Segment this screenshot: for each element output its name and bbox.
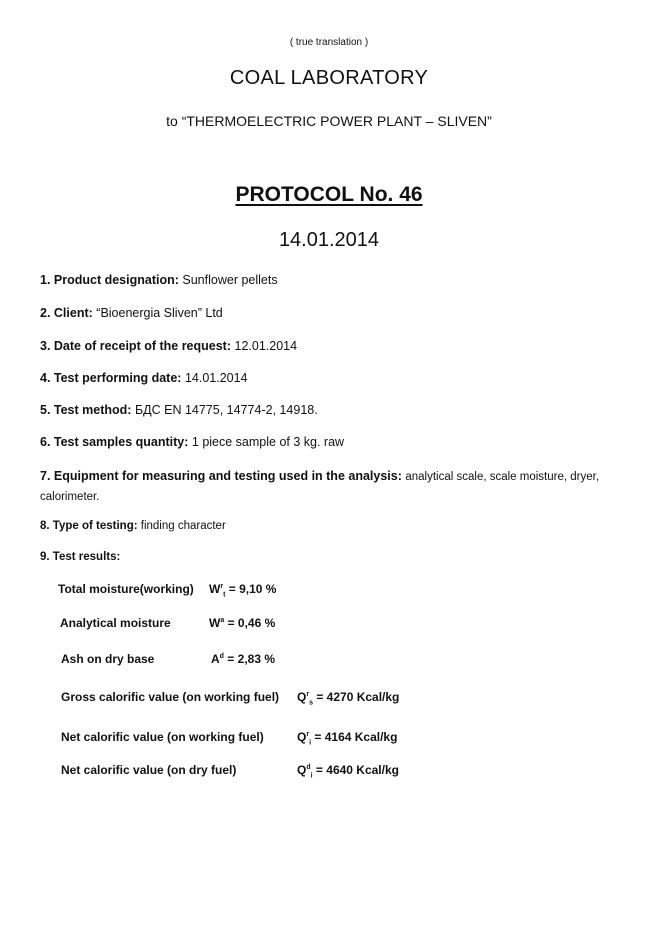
item-receipt-date bbox=[40, 339, 297, 353]
item-equipment bbox=[40, 467, 620, 507]
result-name: Analytical moisture bbox=[60, 616, 171, 630]
item-label: 5. Test method: bbox=[40, 403, 132, 417]
translation-note: ( true translation ) bbox=[289, 37, 369, 48]
item-label: 8. Type of testing: bbox=[40, 520, 138, 532]
item-value: 12.01.2014 bbox=[234, 339, 298, 353]
result-name: Net calorific value (on dry fuel) bbox=[61, 763, 237, 777]
item-samples-quantity bbox=[40, 435, 344, 449]
item-test-method bbox=[40, 403, 318, 417]
item-value: finding character bbox=[140, 520, 226, 532]
result-name: Net calorific value (on working fuel) bbox=[61, 730, 264, 744]
result-value: $A^d = 2,83$ % bbox=[211, 652, 275, 666]
item-value: БДС EN 14775, 14774-2, 14918. bbox=[134, 403, 318, 417]
result-value: $Q^r_i = 4164$ Kcal/kg bbox=[297, 730, 398, 747]
result-name: Gross calorific value (on working fuel) bbox=[61, 690, 280, 704]
protocol-title bbox=[0, 183, 658, 207]
result-name: Total moisture(working) bbox=[58, 582, 194, 596]
laboratory-title: COAL LABORATORY bbox=[229, 67, 429, 89]
item-label: 1. Product designation: bbox=[40, 273, 179, 287]
result-value: $Q^d_i = 4640$ Kcal/kg bbox=[297, 763, 399, 780]
item-testing-type bbox=[40, 520, 226, 532]
recipient-line: to “THERMOELECTRIC POWER PLANT – SLIVEN” bbox=[166, 113, 492, 129]
item-value: 1 piece sample of 3 kg. raw bbox=[191, 435, 345, 449]
result-name: Ash on dry base bbox=[61, 652, 155, 666]
item-label: 2. Client: bbox=[40, 306, 93, 320]
item-label: 3. Date of receipt of the request: bbox=[40, 339, 232, 353]
item-label: 7. Equipment for measuring and testing used in the analysis: bbox=[40, 469, 402, 483]
protocol-date: 14.01.2014 bbox=[278, 229, 380, 251]
result-value: $W^a = 0,46$ % bbox=[209, 616, 276, 630]
result-value: $Q^r_s = 4270$ Kcal/kg bbox=[297, 690, 400, 707]
item-value: analytical scale, scale moisture, dryer, calorimeter. bbox=[40, 471, 600, 503]
item-label: 4. Test performing date: bbox=[40, 371, 182, 385]
result-value: $W^r_t = 9,10$ % bbox=[209, 582, 277, 599]
item-label: 6. Test samples quantity: bbox=[40, 435, 189, 449]
protocol-number: PROTOCOL No. 46 bbox=[235, 183, 423, 206]
item-test-results bbox=[40, 551, 120, 563]
item-value: “Bioenergia Sliven” Ltd bbox=[96, 306, 223, 320]
item-label: 9. Test results: bbox=[40, 551, 121, 563]
item-value: 14.01.2014 bbox=[184, 371, 248, 385]
item-test-date bbox=[40, 371, 248, 385]
item-client bbox=[40, 306, 223, 320]
item-product bbox=[40, 273, 278, 287]
item-value: Sunflower pellets bbox=[182, 273, 278, 287]
